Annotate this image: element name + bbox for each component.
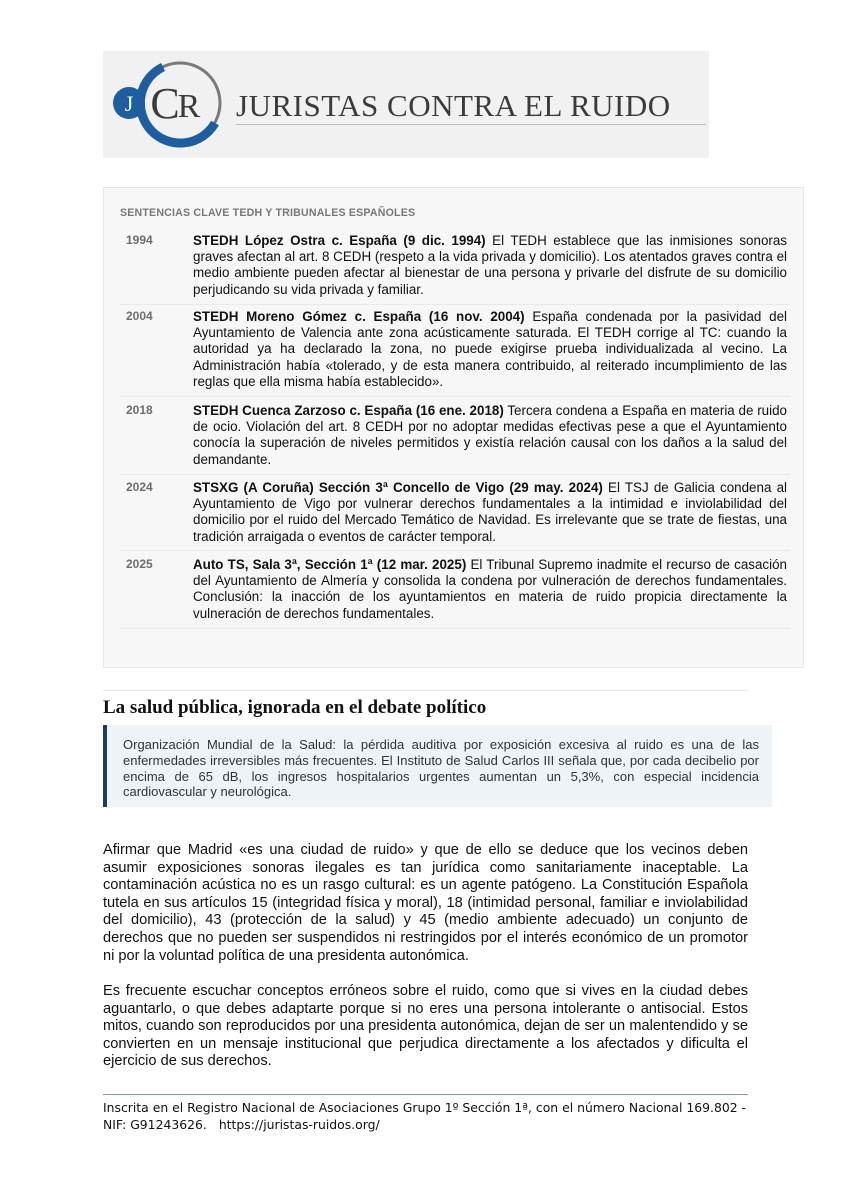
entry-text: El TEDH establece que las inmisiones sonoras graves afectan al art. 8 CEDH (respeto a la vida privada y domicilio). Los atentados graves contra el medio ambiente pueden afectar al bienestar de una persona y privarle del disfrute de su domicilio perjudicando su vida privada y familiar. — [193, 233, 788, 297]
sentencia-entry — [120, 403, 790, 475]
entry-year: 2004 — [126, 309, 153, 323]
entry-body — [193, 557, 787, 622]
entry-body — [193, 480, 787, 545]
entry-text: España condenada por la pasividad del Ayuntamiento de Valencia ante zona acústicamente saturada. El TEDH corrige al TC: cuando la autoridad ya ha declarado la zona, no puede exigirse prueba individualizada al vecino. La Administración había «tolerado, y de esta manera contribuido, al reiterado incumplimiento de las reglas que ella misma había establecido». — [193, 309, 787, 389]
sentencias-panel — [103, 187, 804, 668]
section-title: La salud pública, ignorada en el debate político — [103, 697, 487, 718]
logo-underline — [236, 124, 706, 125]
entry-text: El Tribunal Supremo inadmite el recurso de casación del Ayuntamiento de Almería y consolida la condena por vulneración de derechos fundamentales. Conclusión: la inacción de los ayuntamientos en materia de ruido propicia directamente la vulneración de derechos fundamentales. — [193, 557, 788, 621]
entry-body — [193, 233, 787, 298]
footer-line2 — [103, 1116, 753, 1133]
entry-title: STEDH López Ostra c. España (9 dic. 1994) — [193, 233, 486, 248]
entry-title: STEDH Cuenca Zarzoso c. España (16 ene. 2018) — [193, 403, 504, 418]
sentencia-entry — [120, 309, 790, 397]
panel-heading: SENTENCIAS CLAVE TEDH Y TRIBUNALES ESPAÑOLES — [120, 207, 416, 219]
entry-text: El TSJ de Galicia condena al Ayuntamiento de Vigo por vulnerar derechos fundamentales a la intimidad e inviolabilidad del domicilio por el ruido del Mercado Temático de Navidad. Es irrelevante que se trate de fiestas, una tradición arraigada o eventos de carácter temporal. — [193, 480, 787, 544]
footer-registry: Inscrita en el Registro Nacional de Asociaciones Grupo 1º Sección 1ª, con el número Nacional 169.802 - — [103, 1100, 746, 1115]
section-divider — [103, 690, 748, 691]
entry-body — [193, 309, 787, 390]
entry-year: 2024 — [126, 480, 153, 494]
entry-title: STEDH Moreno Gómez c. España (16 nov. 2004) — [193, 309, 525, 324]
footer — [103, 1099, 753, 1133]
logo-letter-j: J — [124, 91, 134, 116]
jcr-emblem-icon — [103, 51, 238, 158]
header-logo — [103, 51, 709, 158]
entry-title: Auto TS, Sala 3ª, Sección 1ª (12 mar. 2025) — [193, 557, 467, 572]
quote-text: Organización Mundial de la Salud: la pérdida auditiva por exposición excesiva al ruido es una de las enfermedades irreversibles más frecuentes. El Instituto de Salud Carlos III señala que, por cada decibelio por encima de 65 dB, los ingresos hospitalarios urgentes aumentan un 5,3%, con especial incidencia cardiovascular y neurológica. — [123, 737, 759, 800]
quote-block — [103, 725, 772, 807]
entry-year: 2025 — [126, 557, 153, 571]
footer-url-link[interactable]: https://juristas-ruidos.org/ — [218, 1117, 380, 1132]
entry-text: Tercera condena a España en materia de ruido de ocio. Violación del art. 8 CEDH por no adoptar medidas efectivas pese a que el Ayuntamiento conocía la superación de niveles permitidos y existía relación causal con los daños a la salud del demandante. — [193, 403, 787, 467]
sentencia-entry — [120, 480, 790, 551]
entry-year: 2018 — [126, 403, 153, 417]
sentencia-entry — [120, 557, 790, 629]
entry-body — [193, 403, 787, 468]
logo-letter-c: C — [150, 79, 180, 128]
body-paragraph: Es frecuente escuchar conceptos erróneos sobre el ruido, como que si vives en la ciudad debes aguantarlo, o que debes adaptarte porque si no eres una persona intolerante o antisocial. Estos mitos, cuando son reproducidos por una presidenta autonómica, dejan de ser un malentendido y se convierten en un mensaje institucional que perjudica directamente a los afectados y dificulta el ejercicio de sus derechos. — [103, 983, 748, 1070]
body-paragraph: Afirmar que Madrid «es una ciudad de ruido» y que de ello se deduce que los vecinos deben asumir exposiciones sonoras ilegales es tan jurídica como sanitariamente inaceptable. La contaminación acústica no es un rasgo cultural: es un agente patógeno. La Constitución Española tutela en sus artículos 15 (integridad física y moral), 18 (intimidad personal, familiar e inviolabilidad del domicilio), 43 (protección de la salud) y 45 (medio ambiente adecuado) un conjunto de derechos que no pueden ser suspendidos ni restringidos por el interés económico de un promotor ni por la voluntad política de una presidenta autonómica. — [103, 842, 748, 964]
entry-year: 1994 — [126, 233, 153, 247]
footer-nif: NIF: G91243626. — [103, 1117, 207, 1132]
logo-letter-r: R — [177, 88, 201, 125]
sentencia-entry — [120, 233, 790, 305]
logo-wordmark: JURISTAS CONTRA EL RUIDO — [236, 88, 671, 123]
entry-title: STSXG (A Coruña) Sección 3ª Concello de Vigo (29 may. 2024) — [193, 480, 603, 495]
footer-divider — [103, 1094, 748, 1095]
